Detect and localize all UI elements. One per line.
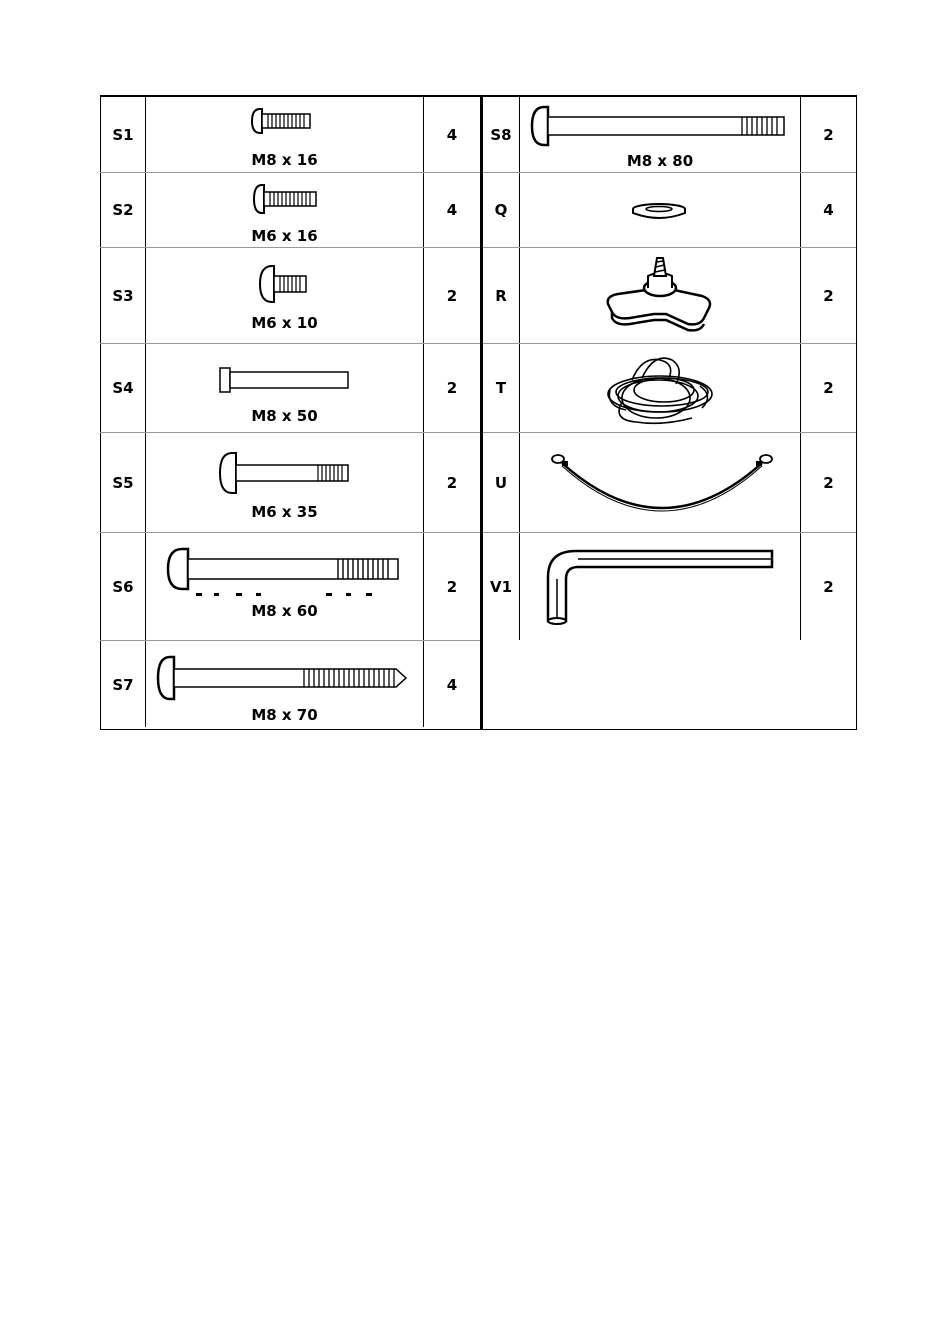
short-bolt-icon: [250, 107, 320, 135]
part-image-cell: [146, 533, 423, 640]
part-image-cell: [146, 97, 423, 172]
part-size-label: M8 x 50: [251, 407, 318, 425]
long-bolt-icon: [166, 545, 402, 597]
part-quantity: 2: [446, 286, 458, 305]
part-image-cell: [520, 173, 800, 247]
short-bolt-icon: [252, 183, 320, 215]
part-code: R: [495, 286, 507, 305]
part-image-cell: [146, 641, 423, 729]
part-quantity: 4: [446, 201, 458, 219]
part-size-label: M6 x 10: [251, 314, 318, 332]
part-size-label: M8 x 70: [251, 706, 318, 724]
part-code: V1: [489, 577, 513, 596]
long-bolt-icon: [530, 105, 788, 147]
pin-bolt-icon: [218, 366, 352, 394]
part-quantity: 4: [446, 676, 458, 694]
part-quantity: 4: [446, 125, 458, 144]
part-quantity: 2: [823, 125, 834, 144]
part-image-cell: [520, 533, 800, 640]
part-image-cell: [520, 433, 800, 532]
bolt-icon: [218, 451, 352, 495]
part-quantity: 2: [823, 473, 834, 492]
long-bolt-icon: [156, 655, 412, 701]
part-code: S5: [112, 473, 134, 492]
part-quantity: 2: [823, 286, 834, 305]
part-quantity: 2: [823, 577, 834, 596]
part-quantity: 2: [446, 577, 458, 596]
part-quantity: 2: [446, 379, 458, 397]
part-code: S6: [112, 577, 134, 596]
part-code: S1: [112, 125, 134, 144]
part-quantity: 4: [823, 201, 834, 219]
part-code: Q: [494, 201, 508, 219]
part-image-cell: [146, 433, 423, 532]
part-size-label: M6 x 35: [251, 503, 318, 521]
wing-knob-icon: [604, 252, 716, 338]
rope-coil-icon: [602, 350, 718, 430]
cable-icon: [550, 449, 774, 513]
part-size-label: M8 x 16: [251, 151, 318, 169]
table-border-right: [856, 95, 857, 730]
part-image-cell: [146, 344, 423, 432]
part-size-label: M8 x 80: [626, 152, 694, 170]
short-bolt-icon: [258, 264, 310, 304]
part-code: S2: [112, 201, 134, 219]
part-image-cell: [520, 248, 800, 343]
part-code: S4: [112, 379, 134, 397]
part-image-cell: [146, 173, 423, 247]
part-code: U: [494, 473, 508, 492]
part-image-cell: [520, 344, 800, 432]
part-code: S8: [490, 125, 512, 144]
part-image-cell: [146, 248, 423, 343]
part-code: S3: [112, 286, 134, 305]
part-code: T: [495, 379, 507, 397]
washer-icon: [630, 201, 688, 221]
part-size-label: M8 x 60: [251, 602, 318, 620]
part-code: S7: [112, 676, 134, 694]
allen-key-icon: [544, 547, 776, 627]
table-border-bottom: [100, 729, 857, 730]
part-quantity: 2: [823, 379, 834, 397]
part-quantity: 2: [446, 473, 458, 492]
part-image-cell: [520, 97, 800, 172]
part-size-label: M6 x 16: [251, 227, 318, 245]
